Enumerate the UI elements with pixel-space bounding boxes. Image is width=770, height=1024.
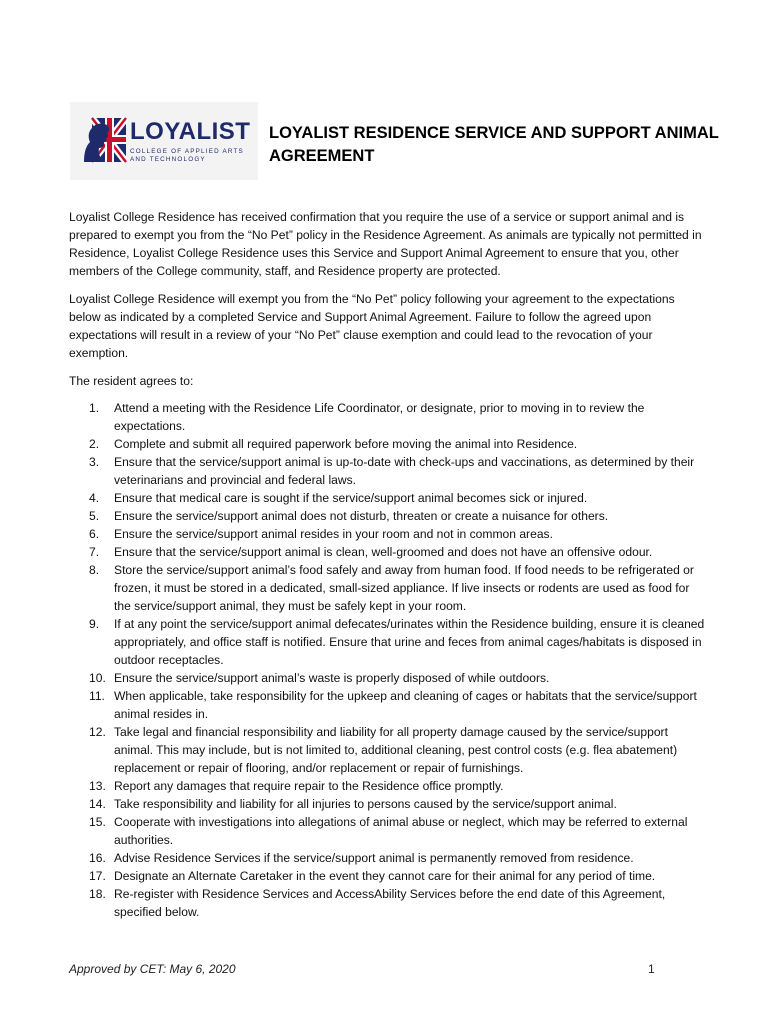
list-item-text: If at any point the service/support animal defecates/urinates within the Residence building, ensure it is cleaned appropriately, and office staff is notified. Ensure that urine and feces from animal cages/habitats is disposed in outdoor receptacles. — [114, 617, 705, 667]
list-item-text: Take responsibility and liability for all injuries to persons caused by the service/support animal. — [114, 797, 617, 811]
page-number: 1 — [648, 962, 655, 976]
list-item-text: Ensure that the service/support animal is up-to-date with check-ups and vaccinations, as determined by their veterinarians and provincial and federal laws. — [114, 455, 695, 487]
list-item — [69, 867, 707, 885]
list-item — [69, 507, 707, 525]
list-intro: The resident agrees to: — [69, 374, 194, 388]
list-item — [69, 435, 707, 453]
list-item-text: Advise Residence Services if the service/support animal is permanently removed from residence. — [114, 851, 634, 865]
list-item-text: Ensure that the service/support animal is clean, well-groomed and does not have an offensive odour. — [114, 545, 653, 559]
list-item-text: Take legal and financial responsibility and liability for all property damage caused by the service/support animal. This may include, but is not limited to, additional cleaning, pest control costs (e.g. flea abatement) replacement or repair of flooring, and/or replacement or repair of furnishings. — [114, 725, 678, 775]
footer-approval: Approved by CET: May 6, 2020 — [69, 962, 236, 976]
list-item — [69, 885, 707, 921]
list-item-text: Ensure the service/support animal does not disturb, threaten or create a nuisance for others. — [114, 509, 609, 523]
list-item — [69, 489, 707, 507]
union-jack-head-icon — [82, 116, 128, 166]
list-item-number: 5. — [89, 509, 100, 523]
list-item-number: 2. — [89, 437, 100, 451]
list-item-number: 17. — [89, 869, 106, 883]
document-title: LOYALIST RESIDENCE SERVICE AND SUPPORT ANIMAL AGREEMENT — [269, 124, 719, 165]
agreement-list — [69, 399, 707, 921]
document-body — [69, 208, 707, 921]
list-item-text: Report any damages that require repair to the Residence office promptly. — [114, 779, 504, 793]
list-item — [69, 777, 707, 795]
list-item-text: Cooperate with investigations into allegations of animal abuse or neglect, which may be referred to external authorities. — [114, 815, 688, 847]
list-item — [69, 399, 707, 435]
list-item-number: 3. — [89, 455, 100, 469]
loyalist-logo — [70, 102, 258, 180]
list-item-number: 4. — [89, 491, 100, 505]
logo-subtitle-line1: COLLEGE OF APPLIED ARTS — [130, 148, 244, 155]
list-item-text: Store the service/support animal’s food safely and away from human food. If food needs to be refrigerated or frozen, it must be stored in a dedicated, small-sized appliance. If live insects or rodents are used as food for the service/support animal, they must be safely kept in your room. — [114, 563, 694, 613]
list-item — [69, 795, 707, 813]
logo-wordmark: LOYALIST — [130, 118, 251, 145]
list-item-text: Ensure the service/support animal’s waste is properly disposed of while outdoors. — [114, 671, 550, 685]
list-item-number: 13. — [89, 779, 106, 793]
list-item-number: 7. — [89, 545, 100, 559]
list-item — [69, 561, 707, 615]
list-item — [69, 615, 707, 669]
list-item — [69, 543, 707, 561]
list-item-number: 6. — [89, 527, 100, 541]
list-item-number: 11. — [89, 689, 105, 703]
list-item-number: 15. — [89, 815, 106, 829]
list-item — [69, 723, 707, 777]
list-item-number: 18. — [89, 887, 106, 901]
list-item-number: 9. — [89, 617, 100, 631]
list-item-text: When applicable, take responsibility for the upkeep and cleaning of cages or habitats that the service/support animal resides in. — [114, 689, 697, 721]
list-item — [69, 813, 707, 849]
list-item-text: Ensure the service/support animal resides in your room and not in common areas. — [114, 527, 553, 541]
list-item — [69, 453, 707, 489]
logo-subtitle-line2: AND TECHNOLOGY — [130, 155, 206, 163]
list-item — [69, 669, 707, 687]
list-item — [69, 849, 707, 867]
list-item-text: Ensure that medical care is sought if the service/support animal becomes sick or injured. — [114, 491, 588, 505]
paragraph-2: Loyalist College Residence will exempt you from the “No Pet” policy following your agreement to the expectations below as indicated by a completed Service and Support Animal Agreement. Failure to follow the agreed upon expectations will result in a review of your “No Pet” clause exemption and could lead to the revocation of your exemption. — [69, 292, 675, 360]
list-item-text: Designate an Alternate Caretaker in the event they cannot care for their animal for any period of time. — [114, 869, 656, 883]
list-item — [69, 687, 707, 723]
list-item — [69, 525, 707, 543]
list-item-number: 16. — [89, 851, 106, 865]
list-item-text: Attend a meeting with the Residence Life Coordinator, or designate, prior to moving in to review the expectations. — [114, 401, 645, 433]
list-item-number: 8. — [89, 563, 100, 577]
list-item-number: 10. — [89, 671, 106, 685]
list-item-number: 1. — [89, 401, 100, 415]
list-item-number: 14. — [89, 797, 106, 811]
logo-subtitle — [130, 148, 244, 163]
list-item-text: Re-register with Residence Services and AccessAbility Services before the end date of this Agreement, specified below. — [114, 887, 666, 919]
paragraph-1: Loyalist College Residence has received confirmation that you require the use of a service or support animal and is prepared to exempt you from the “No Pet” policy in the Residence Agreement. As animals are typically not permitted in Residence, Loyalist College Residence uses this Service and Support Animal Agreement to ensure that you, other members of the College community, staff, and Residence property are protected. — [69, 210, 702, 278]
list-item-number: 12. — [89, 725, 106, 739]
list-item-text: Complete and submit all required paperwork before moving the animal into Residence. — [114, 437, 578, 451]
